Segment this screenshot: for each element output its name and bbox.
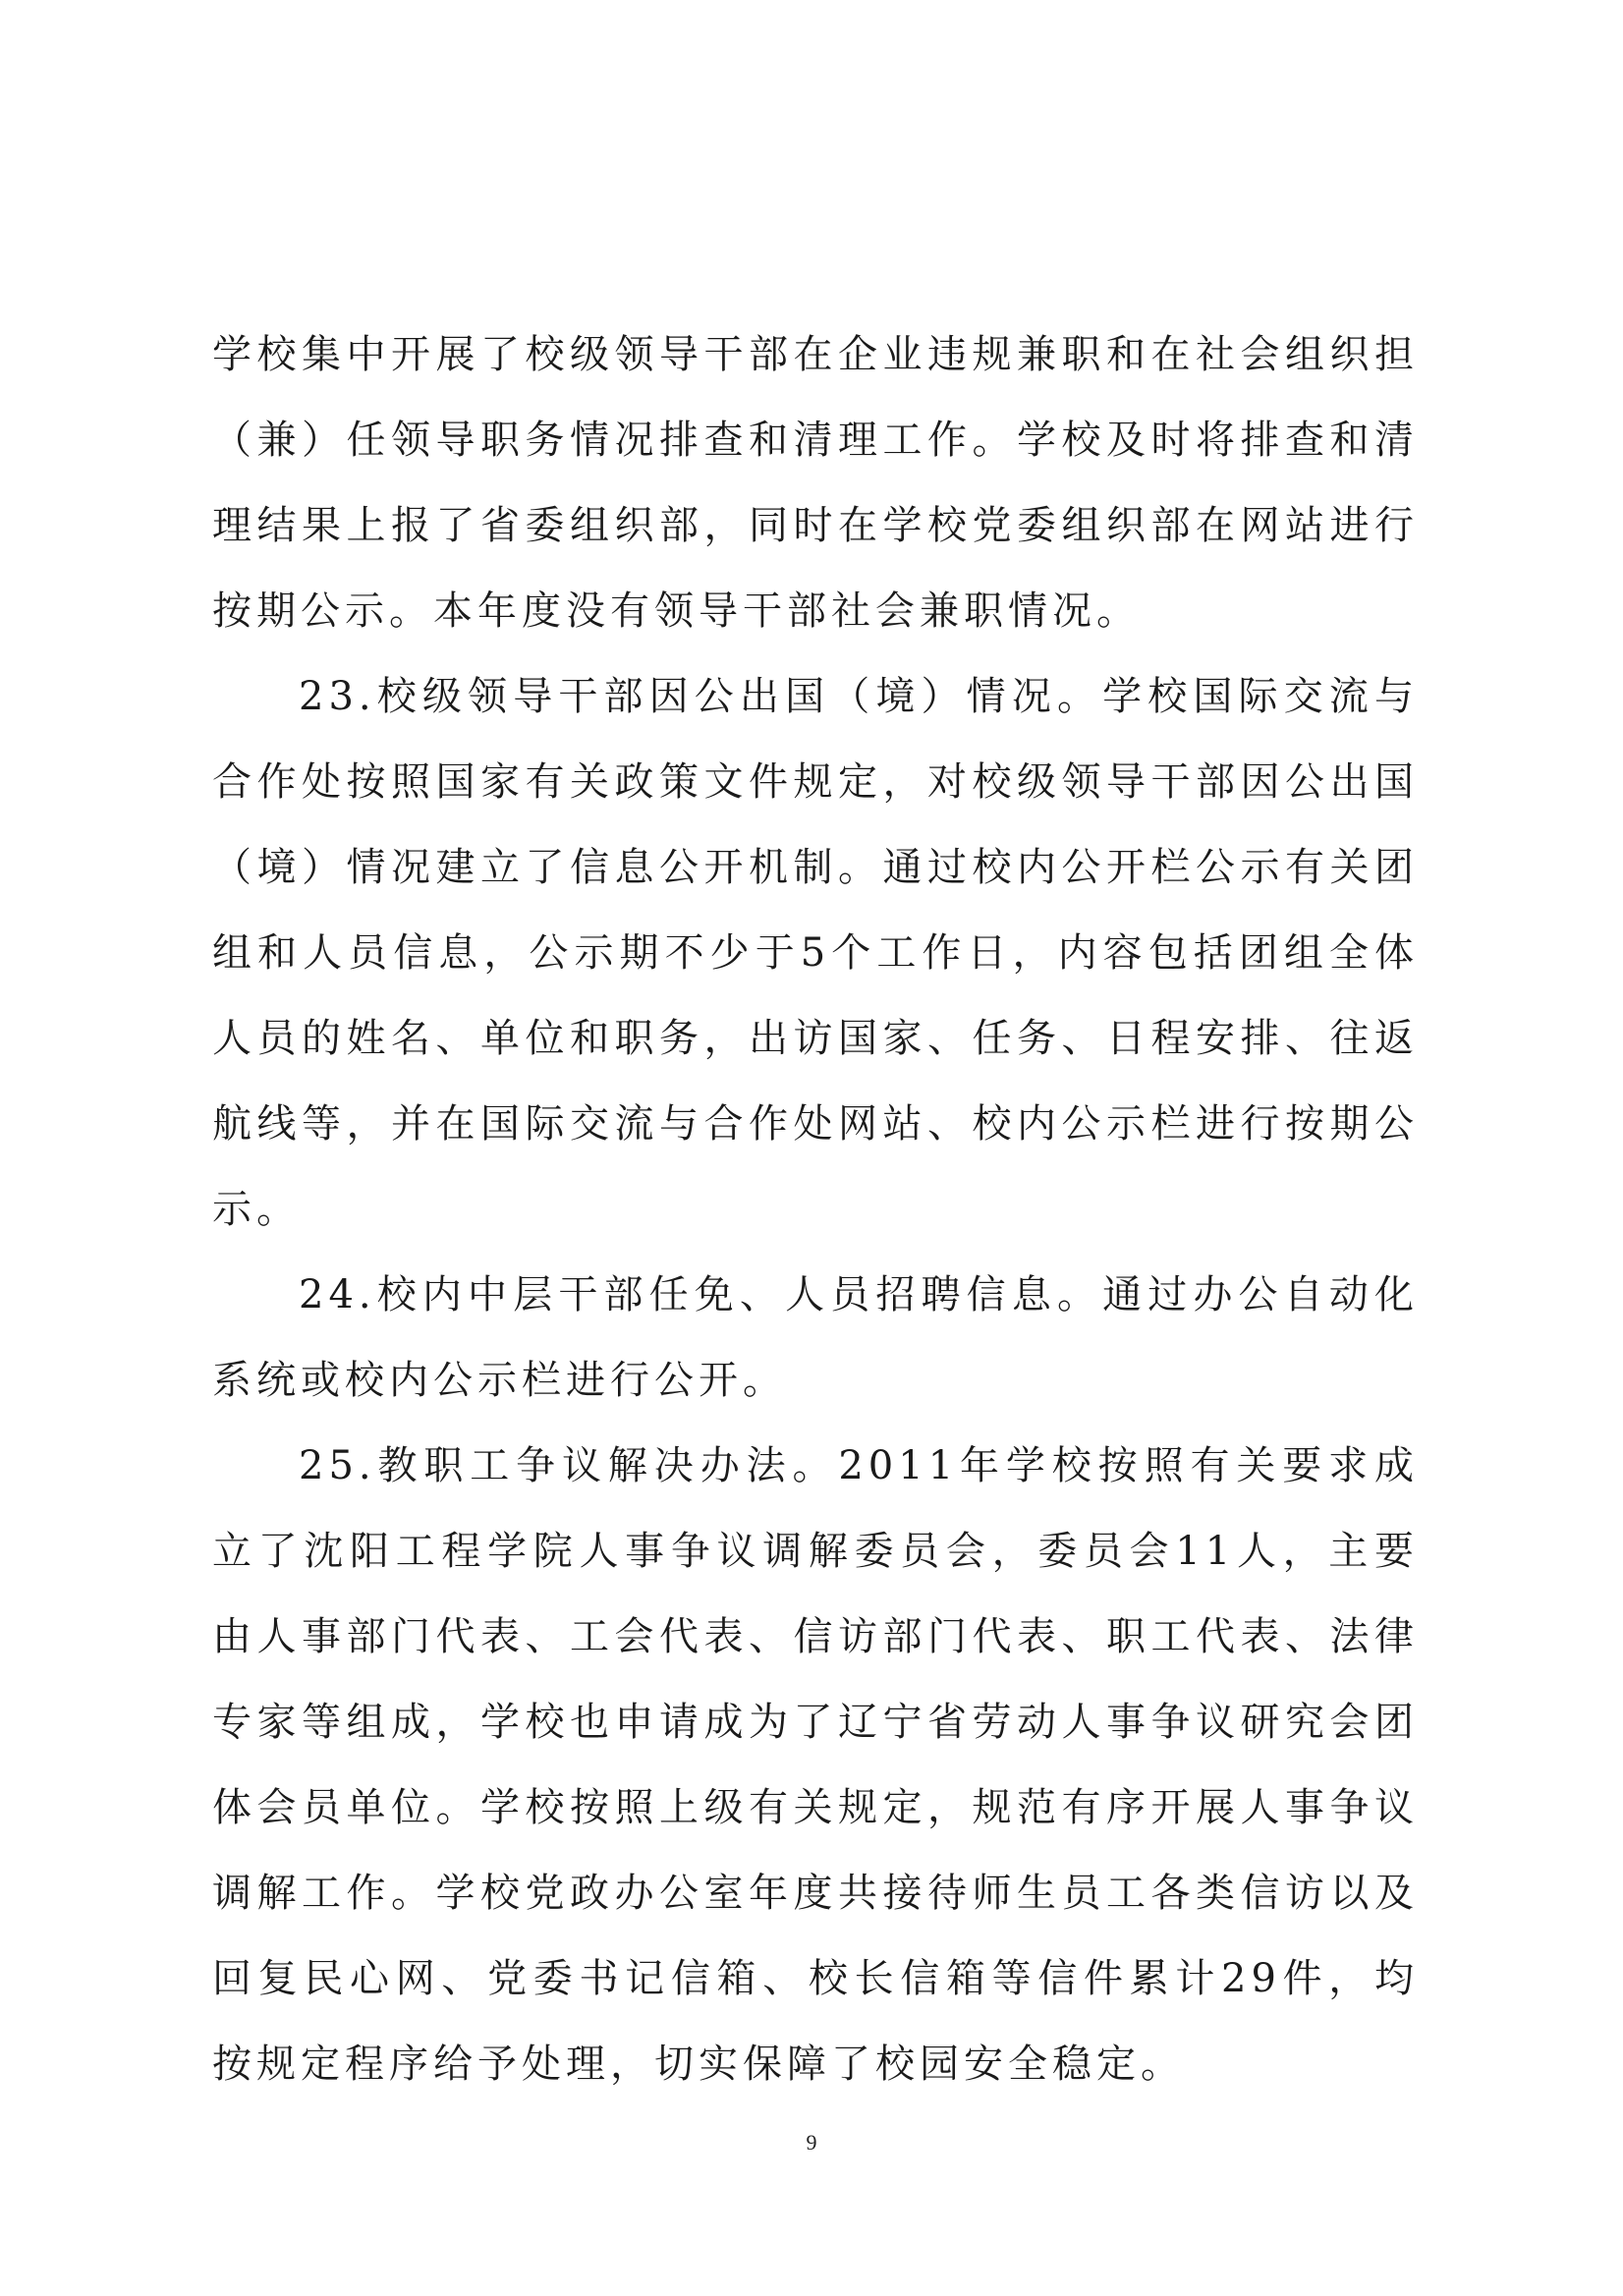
paragraph-item-23-overseas-visits: 23.校级领导干部因公出国（境）情况。学校国际交流与合作处按照国家有关政策文件规定，对校级领导干部因公出国（境）情况建立了信息公开机制。通过校内公开栏公示有关团组和人员信息，公示期不少于5个工作日，内容包括团组全体人员的姓名、单位和职务，出访国家、任务、日程安排、往返航线等，并在国际交流与合作处网站、校内公示栏进行按期公示。 xyxy=(212,674,1419,1232)
paragraph-item-24-appointments-recruitment: 24.校内中层干部任免、人员招聘信息。通过办公自动化系统或校内公示栏进行公开。 xyxy=(212,1272,1419,1403)
paragraph-item-25-dispute-resolution: 25.教职工争议解决办法。2011年学校按照有关要求成立了沈阳工程学院人事争议调解委员会，委员会11人，主要由人事部门代表、工会代表、信访部门代表、职工代表、法律专家等组成，学校也申请成为了辽宁省劳动人事争议研究会团体会员单位。学校按照上级有关规定，规范有序开展人事争议调解工作。学校党政办公室年度共接待师生员工各类信访以及回复民心网、党委书记信箱、校长信箱等信件累计29件，均按规定程序给予处理，切实保障了校园安全稳定。 xyxy=(212,1443,1419,2087)
page-number: 9 xyxy=(806,2130,817,2155)
body-text xyxy=(212,312,1419,2107)
paragraph-leaders-part-time-jobs: 学校集中开展了校级领导干部在企业违规兼职和在社会组织担（兼）任领导职务情况排查和清理工作。学校及时将排查和清理结果上报了省委组织部，同时在学校党委组织部在网站进行按期公示。本年度没有领导干部社会兼职情况。 xyxy=(212,332,1419,634)
